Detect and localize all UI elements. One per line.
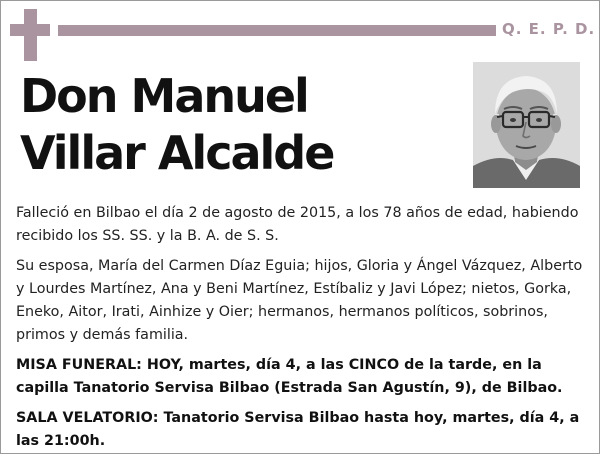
obituary-body [16, 202, 588, 460]
wake-room-paragraph: SALA VELATORIO: Tanatorio Servisa Bilbao hasta hoy, martes, día 4, a las 21:00h. [16, 410, 580, 449]
death-notice-paragraph: Falleció en Bilbao el día 2 de agosto de 2015, a los 78 años de edad, habiendo recibido los SS. SS. y la B. A. de S. S. [16, 205, 579, 244]
deceased-name [20, 68, 333, 182]
qepd-label: Q. E. P. D. [502, 20, 596, 38]
cross-icon-horizontal [10, 24, 50, 36]
family-paragraph: Su esposa, María del Carmen Díaz Eguia; hijos, Gloria y Ángel Vázquez, Alberto y Lourdes Martínez, Ana y Beni Martínez, Estíbaliz y Javi López; nietos, Gorka, Eneko, Aitor, Irati, Ainhize y Oier; hermanos, hermanos políticos, sobrinos, primos y demás familia. [16, 258, 583, 343]
portrait-illustration [473, 62, 580, 188]
header-divider-bar [58, 25, 496, 36]
deceased-name-line2: Villar Alcalde [20, 126, 334, 180]
deceased-name-line1: Don Manuel [20, 69, 308, 123]
deceased-portrait [473, 62, 580, 188]
funeral-mass-paragraph: MISA FUNERAL: HOY, martes, día 4, a las CINCO de la tarde, en la capilla Tanatorio Servisa Bilbao (Estrada San Agustín, 9), de Bilbao. [16, 357, 563, 396]
